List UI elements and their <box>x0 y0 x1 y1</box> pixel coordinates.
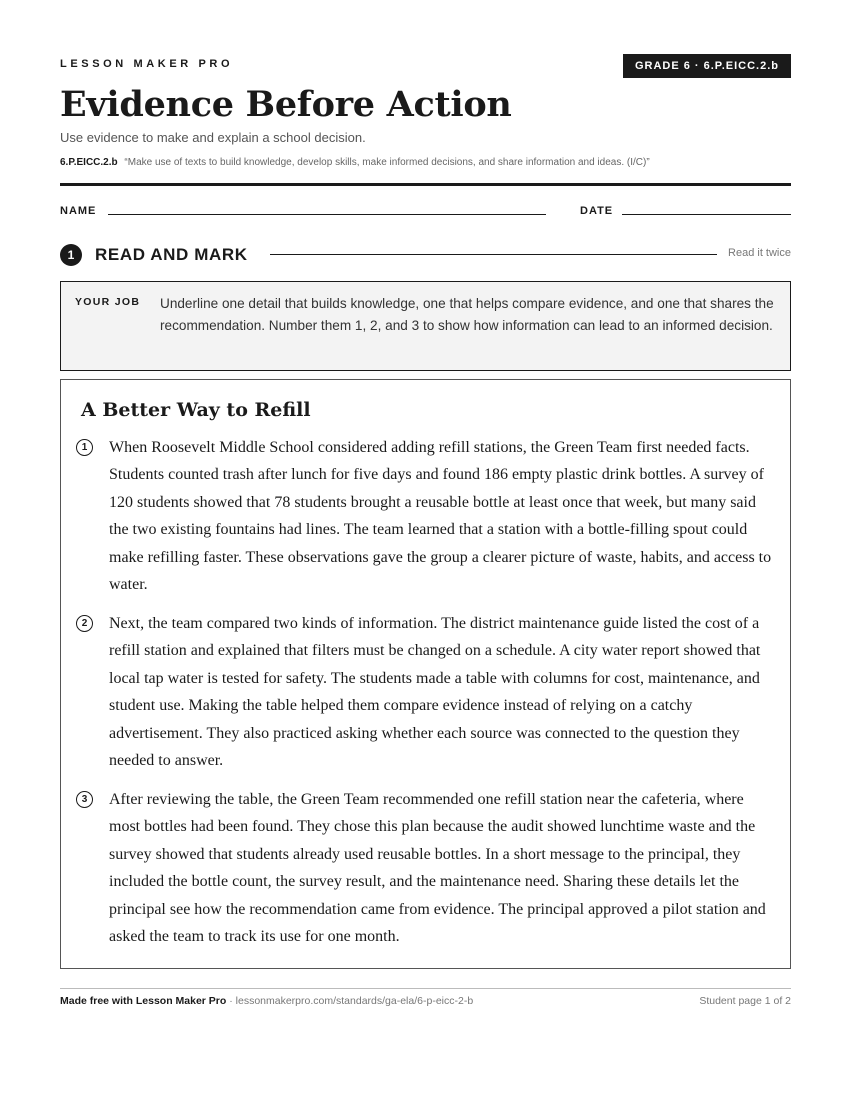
name-field[interactable] <box>108 214 546 215</box>
grade-badge: GRADE 6 · 6.P.EICC.2.b <box>623 54 791 78</box>
page-subtitle: Use evidence to make and explain a school decision. <box>60 130 366 145</box>
paragraph-number-icon: 1 <box>76 439 93 456</box>
job-instructions: Underline one detail that builds knowledge, one that helps compare evidence, and one that shares the recommendation. Number them 1, 2, and 3 to show how information can lead to an informed decision. <box>160 296 774 333</box>
standard-text: “Make use of texts to build knowledge, develop skills, make informed decisions, and share information and ideas. (I/C)” <box>124 157 650 168</box>
standard-line <box>60 157 650 168</box>
footer-divider <box>60 988 791 989</box>
page-title: Evidence Before Action <box>60 84 512 125</box>
paragraph-text: Next, the team compared two kinds of information. The district maintenance guide listed the cost of a refill station and explained that filters must be changed on a schedule. A city water report showed that local tap water is tested for safety. The students made a table with columns for cost, maintenance, and student use. Making the table helped them compare evidence instead of relying on a catchy advertisement. They also practiced asking whether each source was connected to the question they needed to answer. <box>109 615 761 770</box>
paragraph-number-icon: 2 <box>76 615 93 632</box>
brand-name: LESSON MAKER PRO <box>60 58 234 70</box>
paragraph-number-icon: 3 <box>76 791 93 808</box>
section-divider <box>270 254 717 255</box>
your-job-box <box>60 281 791 371</box>
worksheet-page <box>60 0 791 1100</box>
footer-credit <box>60 995 473 1007</box>
reading-title: A Better Way to Refill <box>81 399 311 421</box>
name-label: NAME <box>60 205 97 217</box>
date-label: DATE <box>580 205 614 217</box>
job-label: YOUR JOB <box>75 296 141 308</box>
paragraph-text: After reviewing the table, the Green Team recommended one refill station near the cafeteria, where most bottles had been found. They chose this plan because the audit showed lunchtime waste and the survey showed that students already used reusable bottles. In a short message to the principal, they included the bottle count, the survey result, and the maintenance need. Sharing these details let the principal see how the recommendation came from evidence. The principal approved a pilot station and asked the team to track its use for one month. <box>109 791 766 946</box>
header-divider <box>60 183 791 186</box>
date-field[interactable] <box>622 214 791 215</box>
standard-code: 6.P.EICC.2.b <box>60 157 118 168</box>
footer-brand: Made free with Lesson Maker Pro <box>60 995 227 1007</box>
paragraph-text: When Roosevelt Middle School considered adding refill stations, the Green Team first needed facts. Students counted trash after lunch for five days and found 186 empty plastic drink bottles. A survey of 120 students showed that 78 students brought a reusable bottle at least once that week, but many said the two existing fountains had lines. The team learned that a station with a bottle-filling spout could make refilling faster. These observations gave the group a clearer picture of waste, habits, and access to water. <box>109 439 772 594</box>
section-note: Read it twice <box>728 247 791 259</box>
section-number-badge: 1 <box>60 244 82 266</box>
footer-page-number: Student page 1 of 2 <box>699 995 791 1007</box>
section-title: READ AND MARK <box>95 245 248 264</box>
footer-url[interactable]: · lessonmakerpro.com/standards/ga-ela/6-p-eicc-2-b <box>226 995 474 1007</box>
reading-passage-box <box>60 379 791 969</box>
